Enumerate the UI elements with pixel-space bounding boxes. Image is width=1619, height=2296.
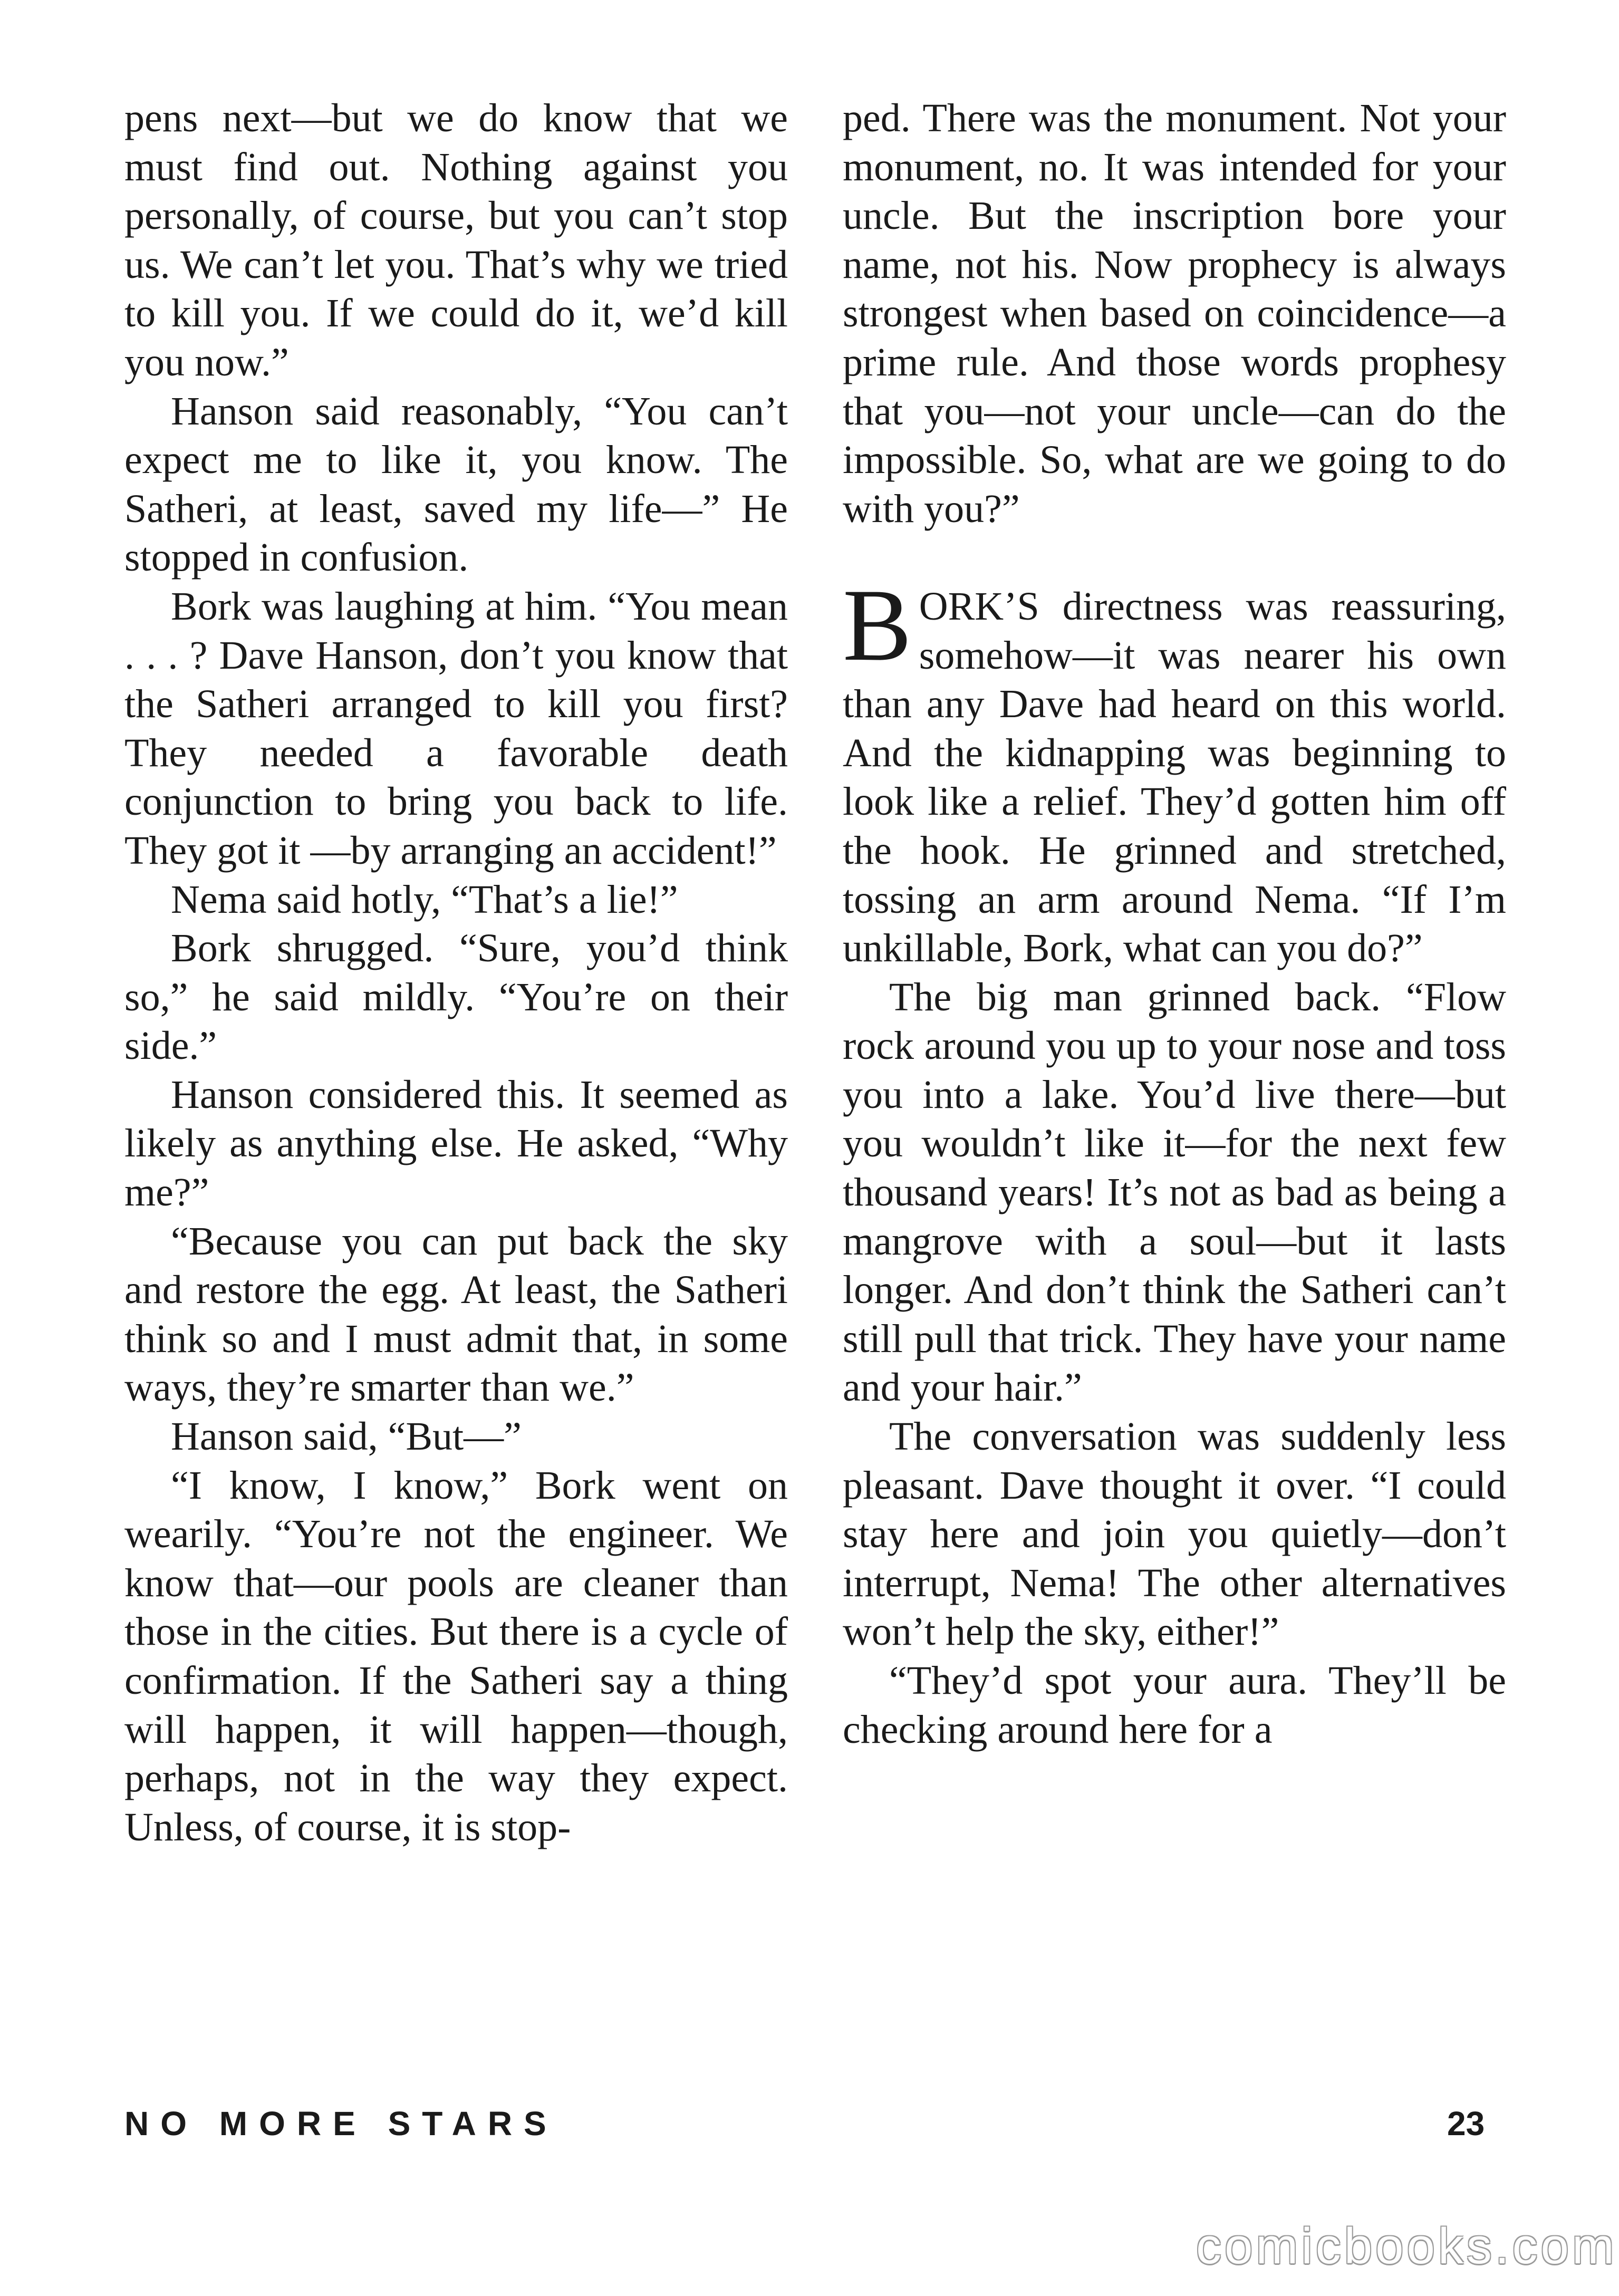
paragraph: “Because you can put back the sky and restore the egg. At least, the Satheri think so and I must admit that, in some ways, they’re smarter than we.”: [124, 1219, 788, 1410]
paragraph: Bork shrugged. “Sure, you’d think so,” he said mildly. “You’re on their side.”: [124, 926, 788, 1068]
running-footer-title: NO MORE STARS: [124, 2105, 558, 2143]
left-text-column: [124, 94, 788, 1851]
paragraph: Nema said hotly, “That’s a lie!”: [171, 877, 678, 922]
paragraph: Bork was laughing at him. “You mean . . . ? Dave Hanson, don’t you know that the Satheri arranged to kill you first? They needed a favorable death conjunction to bring you back to life. They got it —by arranging an accident!”: [124, 584, 788, 873]
paragraph-continued: pens next—but we do know that we must find out. Nothing against you personally, of course, but you can’t stop us. We can’t let you. That’s why we tried to kill you. If we could do it, we’d kill you now.”: [124, 96, 788, 384]
right-text-column: [843, 94, 1506, 1754]
paragraph-continued: ped. There was the monument. Not your monument, no. It was intended for your uncle. But the inscription bore your name, not his. Now prophecy is always strongest when based on coincidence—a prime rule. And those words prophesy that you—not your uncle—can do the impossible. So, what are we going to do with you?”: [843, 96, 1506, 531]
paragraph: Hanson said, “But—”: [171, 1414, 522, 1459]
page-number: 23: [1447, 2105, 1485, 2143]
watermark: comicbooks.com: [1196, 2218, 1617, 2274]
paragraph: Hanson considered this. It seemed as likely as anything else. He asked, “Why me?”: [124, 1072, 788, 1215]
paragraph: Hanson said reasonably, “You can’t expect me to like it, you know. The Satheri, at least, saved my life—” He stopped in confusion.: [124, 389, 788, 580]
section-opening-paragraph: [843, 567, 1506, 973]
drop-cap: B: [843, 567, 912, 682]
paragraph: The big man grinned back. “Flow rock around you up to your nose and toss you into a lake. You’d live there—but you wouldn’t like it—for the next few thousand years! It’s not as bad as being a mangrove with a soul—but it lasts longer. And don’t think the Satheri can’t still pull that trick. They have your name and your hair.”: [843, 975, 1506, 1410]
section-opening-text: ORK’S directness was reassuring, somehow—it was nearer his own than any Dave had heard on this world. And the kidnapping was beginning to look like a relief. They’d gotten him off the hook. He grinned and stretched, tossing an arm around Nema. “If I’m unkillable, Bork, what can you do?”: [843, 584, 1506, 971]
paragraph: “They’d spot your aura. They’ll be checking around here for a: [843, 1658, 1506, 1752]
paragraph: “I know, I know,” Bork went on wearily. “You’re not the engineer. We know that—our pools are cleaner than those in the cities. But there is a cycle of confirmation. If the Satheri say a thing will happen, it will happen—though, perhaps, not in the way they expect. Unless, of course, it is stop-: [124, 1463, 788, 1849]
paragraph: The conversation was suddenly less pleasant. Dave thought it over. “I could stay here and join you quietly—don’t interrupt, Nema! The other alternatives won’t help the sky, either!”: [843, 1414, 1506, 1654]
